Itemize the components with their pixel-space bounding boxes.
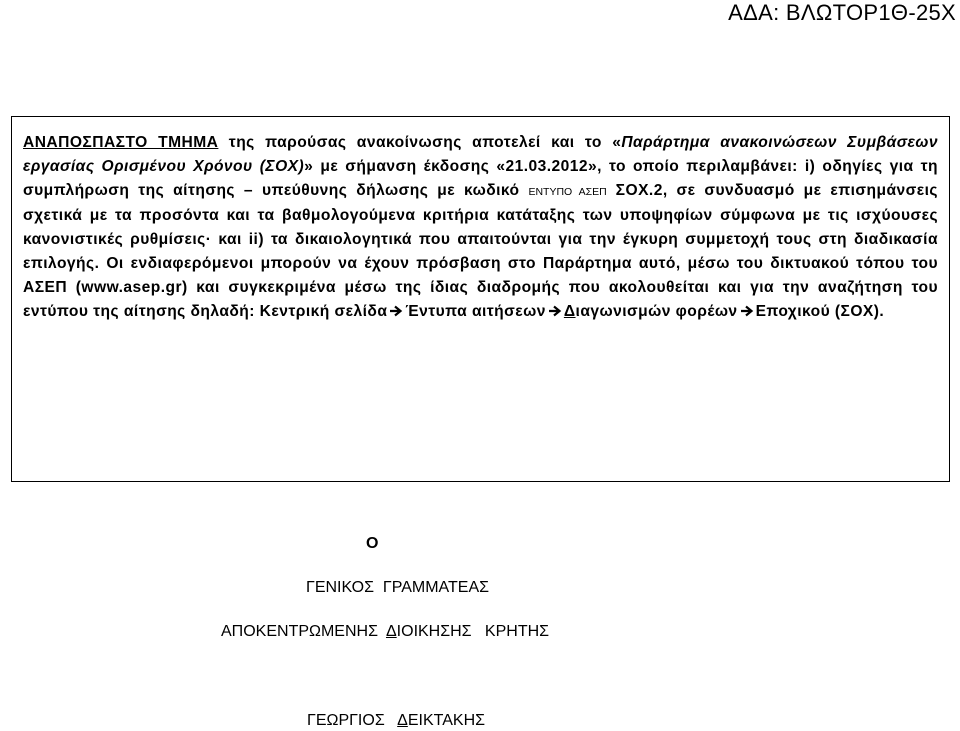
notice-box (11, 116, 950, 482)
signature-article: Ο (366, 535, 379, 552)
annex-title: Παράρτημα ανακοινώσεων Συμβάσεων εργασίας Ορισμένου Χρόνου (ΣΟΧ) (23, 134, 938, 175)
path-seasonal: Εποχικού (ΣΟΧ). (755, 303, 885, 320)
signature-admin-part: ΑΠΟΚΕΝΤΡΩΜΕΝΗΣ (221, 623, 386, 640)
notice-text-part: της παρούσας ανακοίνωσης αποτελεί και το « (218, 134, 622, 151)
right-arrow-icon (740, 305, 754, 317)
signature-surname-initial: Δ (397, 712, 408, 729)
notice-text-part: » με σήμανση έκδοσης «21.03.2012», το οποίο περιλαμβάνει: i) οδηγίες για τη συμπλήρωση της αίτησης – υπεύθυνης δήλωσης με κωδικό (23, 158, 938, 199)
right-arrow-icon (389, 305, 403, 317)
form-code-prefix: ΕΝΤΥΠΟ ΑΣΕΠ (528, 186, 607, 198)
signature-admin-region: ΚΡΗΤΗΣ (471, 623, 550, 640)
path-home: Κεντρική σελίδα (259, 303, 388, 320)
signature-administration (221, 622, 549, 642)
detachable-section-label: ΑΝΑΠΟΣΠΑΣΤΟ ΤΜΗΜΑ (23, 134, 219, 151)
signature-surname: ΕΙΚΤΑΚΗΣ (407, 712, 486, 729)
signature-first-name: ΓΕΩΡΓΙΟΣ (307, 712, 398, 729)
ada-code: ΑΔΑ: ΒΛΩΤΟΡ1Θ-25Χ (728, 0, 956, 25)
right-arrow-icon (548, 305, 562, 317)
signature-name (307, 711, 485, 731)
notice-text-part: ΣΟΧ.2, σε συνδυασμό με επισημάνσεις σχετικά με τα προσόντα και τα βαθμολογούμενα κριτήρια κατάταξης των υποψηφίων σύμφωνα με τις ισχύουσες κανονιστικές ρυθμίσεις· και ii) τα δικαιολογητικά που απαιτούνται για την έγκυρη συμμετοχή τους στη διαδικασία επιλογής. Οι ενδιαφερόμενοι μπορούν να έχουν πρόσβαση στο Παράρτημα αυτό, μέσω του δικτυακού τόπου του ΑΣΕΠ (www.asep.gr) και συγκεκριμένα μέσω της ίδιας διαδρομής που ακολουθείται και για την αναζήτηση του εντύπου της αίτησης δηλαδή: (23, 182, 938, 320)
signature-admin-initial: Δ (385, 623, 397, 640)
path-competitions: ιαγωνισμών φορέων (575, 303, 738, 320)
signature-admin-part: ΙΟΙΚΗΣΗΣ (396, 623, 472, 640)
path-competitions-initial: Δ (563, 303, 576, 320)
notice-paragraph (23, 131, 938, 324)
path-forms: Έντυπα αιτήσεων (405, 303, 546, 320)
signature-title: ΓΕΝΙΚΟΣ ΓΡΑΜΜΑΤΕΑΣ (306, 579, 490, 596)
